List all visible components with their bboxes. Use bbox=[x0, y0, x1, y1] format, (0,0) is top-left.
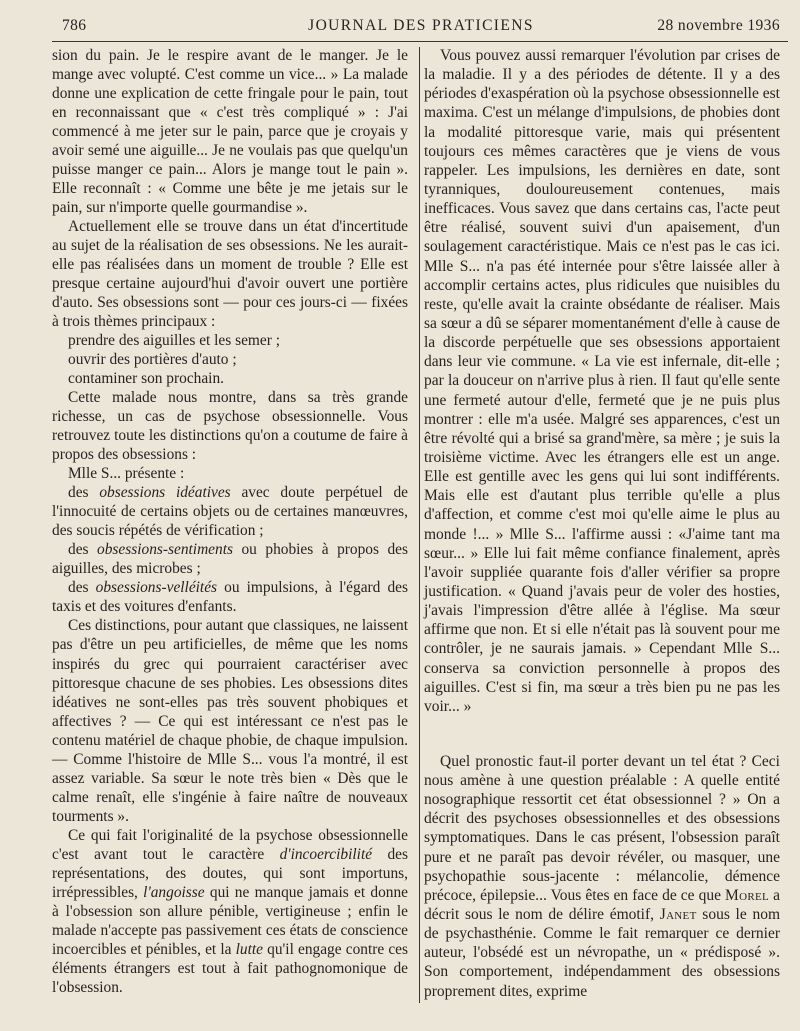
emphasis: obsessions idéatives bbox=[99, 484, 231, 502]
paragraph bbox=[52, 826, 408, 997]
emphasis: l'angoisse bbox=[143, 883, 205, 901]
paragraph: Mlle S... présente : bbox=[68, 465, 185, 483]
paragraph bbox=[424, 752, 780, 1001]
header-rule bbox=[52, 41, 788, 42]
text: a décrit sous le nom de délire émotif, bbox=[424, 886, 781, 924]
paragraph: sion du pain. Je le respire avant de le manger. Je le mange avec volupté. C'est comme un vice... » La malade donne une explication de cette fringale pour le pain, tout en reconnaissant que « c'est très compliqué » : J'ai commencé à me jeter sur le pain, parce que je croyais y avoir semé une aiguille... Je ne voulais pas que quelqu'un puisse manger ce pain... Alors je mange tout le pain ». Elle reconnaît : « Comme une bête je me jetais sur le pain, sur n'importe quelle gourmandise ». bbox=[52, 47, 408, 217]
text: ou phobies à propos des aiguilles, des microbes ; bbox=[52, 541, 409, 578]
text: Quel pronostic faut-il porter devant un tel état ? Ceci nous amène à une question préalable : A quelle entité nosographique ressortit cet état obsessionnel ? » On a décrit des psychoses obsessionnelles et des obsessions symptomatiques. Dans le cas présent, l'obsession paraît pure et ne paraît pas devoir révéler, ou masquer, une psychopathie sous-jacente : mélancolie, démence précoce, épilepsie... Vous êtes en face de ce que bbox=[424, 752, 780, 904]
list-item: prendre des aiguilles et les semer ; bbox=[68, 332, 280, 350]
column-divider bbox=[419, 47, 420, 1003]
text: sous le nom de psychasthénie. Comme le fait remarquer ce dernier auteur, l'obsédé est un névropathe, un « prédisposé ». Son comportement, indépendamment des obsessions proprement dites, exprime bbox=[424, 906, 780, 1000]
text: avec doute perpétuel de l'innocuité de certains objets ou de certaines manœuvres, des soucis répétés de vérification ; bbox=[52, 484, 408, 540]
paragraph: Vous pouvez aussi remarquer l'évolution par crises de la maladie. Il y a des périodes de détente. Il y a des périodes d'exaspération où la psychose obsessionnelle est maxima. C'est un mélange d'impulsions, de phobies dont la modalité pittoresque varie, mais qui présentent toujours ces mêmes caractères que je viens de vous rappeler. Les impulsions, les dernières en date, sont tyranniques, douloureusement contenues, mais inefficaces. Vous savez que dans certains cas, l'acte peut être réalisé, souvent suivi d'un apaisement, d'un soulagement caractéristique. Mais ce n'est pas le cas ici. Mlle S... n'a pas été internée pour s'être laissée aller à accomplir certains actes, plus ridicules que nuisibles du reste, qu'elle avait la crainte obsédante de réaliser. Mais sa sœur a dû se séparer momentanément d'elle à cause de la discorde perpétuelle que ses obsessions apportaient dans leur vie commune. « La vie est infernale, dit-elle ; par la douceur on n'arrive plus à rien. Il faut qu'elle sente une fermeté autour d'elle, fermeté que je ne puis plus montrer : elle m'a usée. Malgré ses apparences, c'est un être révolté qui a brisé sa grand'mère, sa mère ; je suis la troisième victime. Avec les étrangers elle est un ange. Elle est gentille avec les gens qui lui sont indifférents. Mais elle est d'autant plus terrible qu'elle a plus d'affection, et comme c'est moi qu'elle aime le plus au monde !... » Mlle S... l'affirme aussi : «J'aime tant ma sœur... » Elle lui fait même confiance finalement, après l'avoir suppliée quarante fois d'aller vérifier sa propre justification. « Quand j'avais peur de voler des hosties, j'avais l'impression d'être allée à l'église. Ma sœur affirme que non. Et si elle n'était pas là souvent pour me contrôler, je ne saurais jamais. » Cependant Mlle S... conserva sa conviction personnelle à propos des aiguilles. C'est si fin, ma sœur a très bien pu ne pas les voir... » bbox=[424, 47, 780, 715]
page-number: 786 bbox=[62, 17, 87, 34]
text: qu'il engage contre ces éléments étrangers est tout à fait pathognomonique de l'obsession. bbox=[52, 940, 408, 996]
author-name: Janet bbox=[659, 906, 697, 924]
list-item bbox=[52, 483, 408, 540]
author-name: Morel bbox=[725, 886, 770, 904]
text: qui ne manque jamais et donne à l'obsession son allure pénible, vertigineuse ; enfin le malade n'accepte pas passivement ces états de conscience incoercibles et pénibles, et la bbox=[52, 883, 408, 958]
paragraph: Cette malade nous montre, dans sa très grande richesse, un cas de psychose obsessionnelle. Vous retrouvez toute les distinctions qu'on a coutume de faire à propos des obsessions : bbox=[52, 389, 408, 464]
text: Ce qui fait l'originalité de la psychose obsessionnelle c'est avant tout le caractère bbox=[52, 826, 408, 863]
emphasis: d'incoercibilité bbox=[279, 845, 373, 863]
text: des bbox=[68, 484, 100, 502]
emphasis: obsessions-sentiments bbox=[97, 541, 233, 559]
issue-date: 28 novembre 1936 bbox=[657, 17, 780, 34]
emphasis: obsessions-velléités bbox=[95, 579, 218, 597]
right-column bbox=[424, 46, 780, 1001]
emphasis: lutte bbox=[235, 940, 263, 958]
journal-title: JOURNAL DES PRATICIENS bbox=[308, 17, 534, 34]
text: ou impulsions, à l'égard des taxis et des voitures d'enfants. bbox=[52, 579, 408, 616]
left-column bbox=[52, 46, 408, 997]
list-item bbox=[52, 578, 408, 616]
list-item: contaminer son prochain. bbox=[68, 370, 224, 388]
text: des bbox=[68, 579, 96, 597]
page-header bbox=[62, 17, 780, 41]
paragraph: Ces distinctions, pour autant que classiques, ne laissent pas d'être un peu artificielles, de même que les noms inspirés du grec qui pourraient caractériser avec pittoresque chacune de ses phobies. Les obsessions dites idéatives ne sont-elles pas très souvent phobiques et affectives ? — Ce qui est intéressant ce n'est pas le contenu matériel de chaque phobie, de chaque impulsion. — Comme l'histoire de Mlle S... vous l'a montré, il est assez variable. Sa sœur le note très bien « Dès que le calme renaît, elle s'ingénie à faire naître de nouveaux tourments ». bbox=[52, 617, 408, 825]
text: des représentations, des doutes, qui sont importuns, irrépressibles, bbox=[52, 845, 408, 901]
list-item: ouvrir des portières d'auto ; bbox=[68, 351, 237, 369]
list-item bbox=[52, 540, 408, 578]
paragraph: Actuellement elle se trouve dans un état d'incertitude au sujet de la réalisation de ses obsessions. Ne les aurait-elle pas réalisées dans un moment de trouble ? Elle est presque certaine aujourd'hui d'avoir ouvert une portière d'auto. Ses obsessions sont — pour ces jours-ci — fixées à trois thèmes principaux : bbox=[52, 218, 408, 331]
text: des bbox=[68, 541, 98, 559]
